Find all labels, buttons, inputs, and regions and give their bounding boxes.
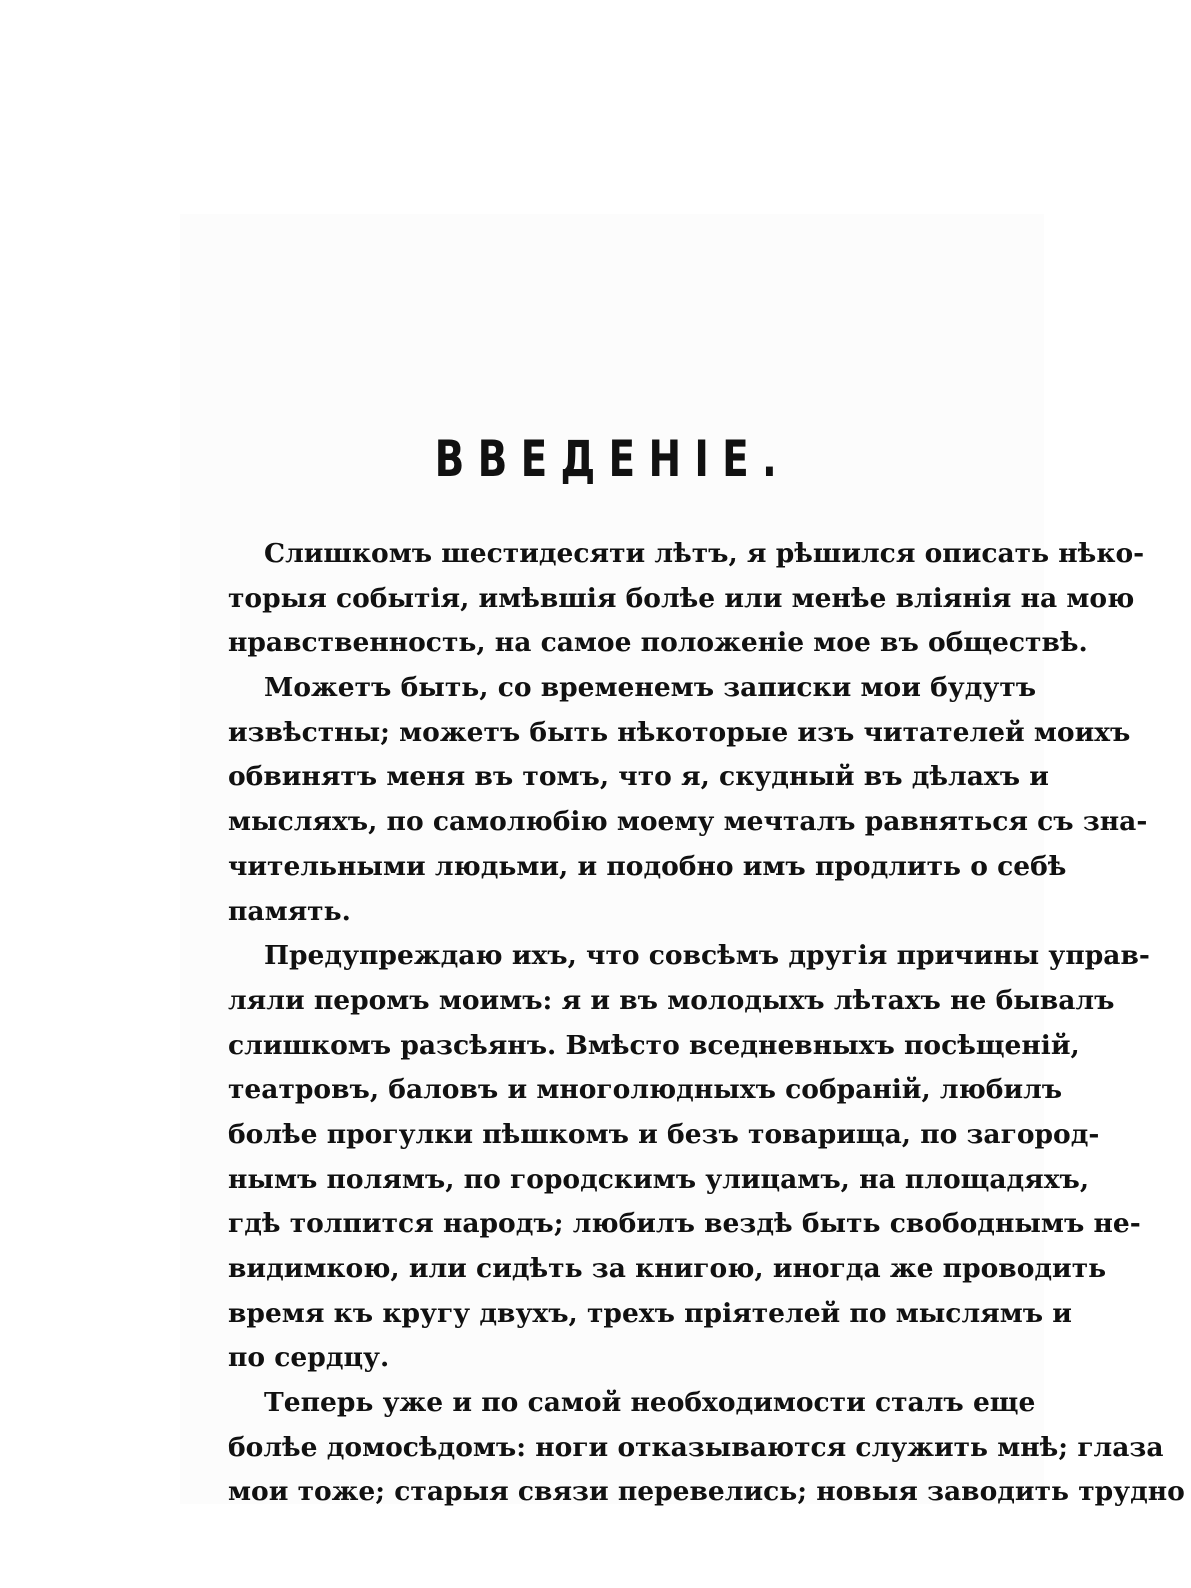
- text-line: память.: [228, 895, 351, 927]
- text-line: извѣстны; можетъ быть нѣкоторые изъ читателей моихъ: [228, 716, 1131, 748]
- text-line: видимкою, или сидѣть за книгою, иногда же проводить: [228, 1253, 1107, 1284]
- text-line: Предупреждаю ихъ, что совсѣмъ другія причины управ-: [264, 940, 1150, 972]
- text-line: мысляхъ, по самолюбію моему мечталъ равняться съ зна-: [228, 806, 1148, 838]
- text-line: нымъ полямъ, по городскимъ улицамъ, на площадяхъ,: [228, 1163, 1090, 1195]
- text-line: нравственность, на самое положеніе мое въ обществѣ.: [228, 627, 1088, 659]
- page-title: ВВЕДЕНІЕ.: [434, 430, 791, 488]
- text-line: Теперь уже и по самой необходимости сталъ еще: [264, 1387, 1036, 1419]
- text-line: театровъ, баловъ и многолюдныхъ собраній, любилъ: [228, 1074, 1063, 1106]
- text-line: торыя событія, имѣвшія болѣе или менѣе вліянія на мою: [228, 582, 1135, 614]
- text-line: слишкомъ разсѣянъ. Вмѣсто вседневныхъ посѣщеній,: [228, 1029, 1080, 1061]
- text-line: обвинятъ меня въ томъ, что я, скудный въ дѣлахъ и: [228, 761, 1049, 793]
- text-line: чительными людьми, и подобно имъ продлить о себѣ: [228, 850, 1067, 882]
- text-line: Можетъ быть, со временемъ записки мои будутъ: [264, 672, 1037, 704]
- text-line: болѣе прогулки пѣшкомъ и безъ товарища, по загород-: [228, 1118, 1100, 1150]
- text-line: гдѣ толпится народъ; любилъ вездѣ быть свободнымъ не-: [228, 1208, 1141, 1240]
- body-text: [228, 532, 1185, 1515]
- text-line: болѣе домосѣдомъ: ноги отказываются служить мнѣ; глаза: [228, 1431, 1164, 1463]
- text-line: мои тоже; старыя связи перевелись; новыя заводить трудно: [228, 1476, 1185, 1508]
- text-line: время къ кругу двухъ, трехъ пріятелей по мыслямъ и: [228, 1297, 1072, 1329]
- text-line: ляли перомъ моимъ: я и въ молодыхъ лѣтахъ не бывалъ: [228, 984, 1115, 1016]
- text-line: Слишкомъ шестидесяти лѣтъ, я рѣшился описать нѣко-: [264, 538, 1145, 569]
- text-line: по сердцу.: [228, 1342, 390, 1374]
